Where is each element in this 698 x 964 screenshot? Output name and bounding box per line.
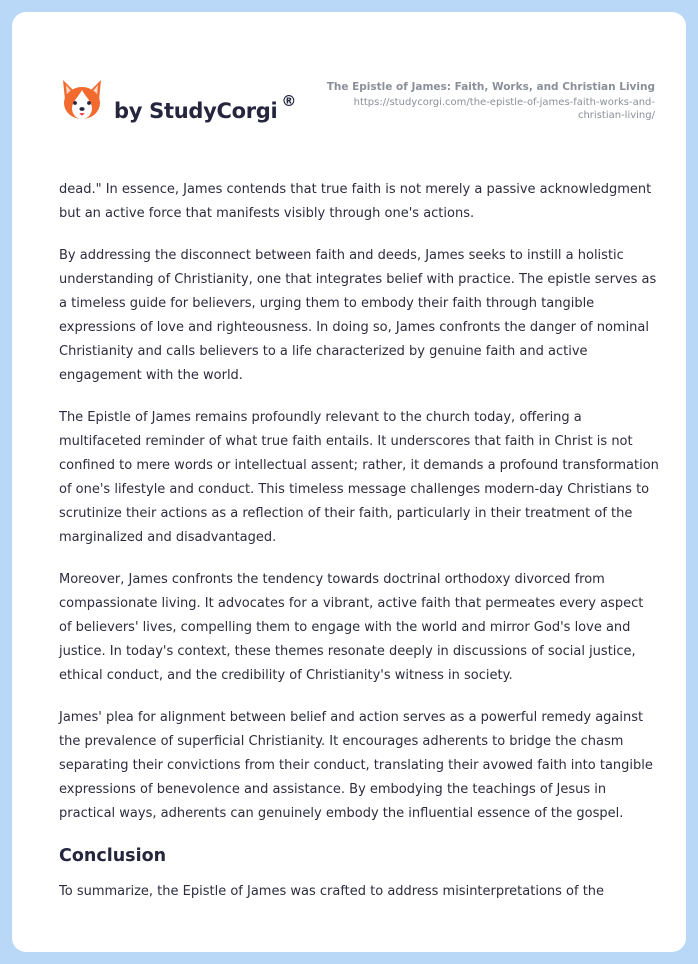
document-url-line-1: https://studycorgi.com/the-epistle-of-james-faith-works-and-	[353, 97, 655, 108]
section-heading-conclusion: Conclusion	[59, 846, 167, 866]
page-header	[12, 12, 686, 142]
corgi-logo-icon	[60, 76, 104, 122]
body-paragraph: Moreover, James confronts the tendency towards doctrinal orthodoxy divorced from compassionate living. It advocates for a vibrant, active faith that permeates every aspect of believers' lives, compelling them to engage with the world and mirror God's love and justice. In today's context, these themes resonate deeply in discussions of social justice, ethical conduct, and the credibility of Christianity's witness in society.	[59, 572, 644, 683]
body-paragraph: dead." In essence, James contends that true faith is not merely a passive acknowledgment but an active force that manifests visibly through one's actions.	[59, 182, 652, 221]
document-meta	[295, 80, 655, 122]
body-paragraph: To summarize, the Epistle of James was crafted to address misinterpretations of the	[59, 884, 605, 899]
body-paragraph: James' plea for alignment between belief and action serves as a powerful remedy against the prevalence of superficial Christianity. It encourages adherents to bridge the chasm separating their convictions from their conduct, translating their avowed faith into tangible expressions of benevolence and assistance. By embodying the teachings of Jesus in practical ways, adherents can genuinely embody the influential essence of the gospel.	[59, 710, 653, 821]
trademark-symbol: ®	[281, 92, 297, 110]
body-paragraph: The Epistle of James remains profoundly relevant to the church today, offering a multifaceted reminder of what true faith entails. It underscores that faith in Christ is not confined to mere words or intellectual assent; rather, it demands a profound transformation of one's lifestyle and conduct. This timeless message challenges modern-day Christians to scrutinize their actions as a reflection of their faith, particularly in their treatment of the marginalized and disadvantaged.	[59, 410, 659, 545]
document-title: The Epistle of James: Faith, Works, and Christian Living	[326, 81, 655, 93]
brand-name	[114, 92, 297, 123]
document-body	[59, 178, 659, 922]
document-page	[12, 12, 686, 952]
body-paragraph: By addressing the disconnect between faith and deeds, James seeks to instill a holistic understanding of Christianity, one that integrates belief with practice. The epistle serves as a timeless guide for believers, urging them to embody their faith through tangible expressions of love and righteousness. In doing so, James confronts the danger of nominal Christianity and calls believers to a life characterized by genuine faith and active engagement with the world.	[59, 248, 657, 383]
brand-text: by StudyCorgi	[114, 99, 278, 123]
document-url-line-2: christian-living/	[577, 110, 655, 121]
document-url[interactable]	[295, 96, 655, 122]
